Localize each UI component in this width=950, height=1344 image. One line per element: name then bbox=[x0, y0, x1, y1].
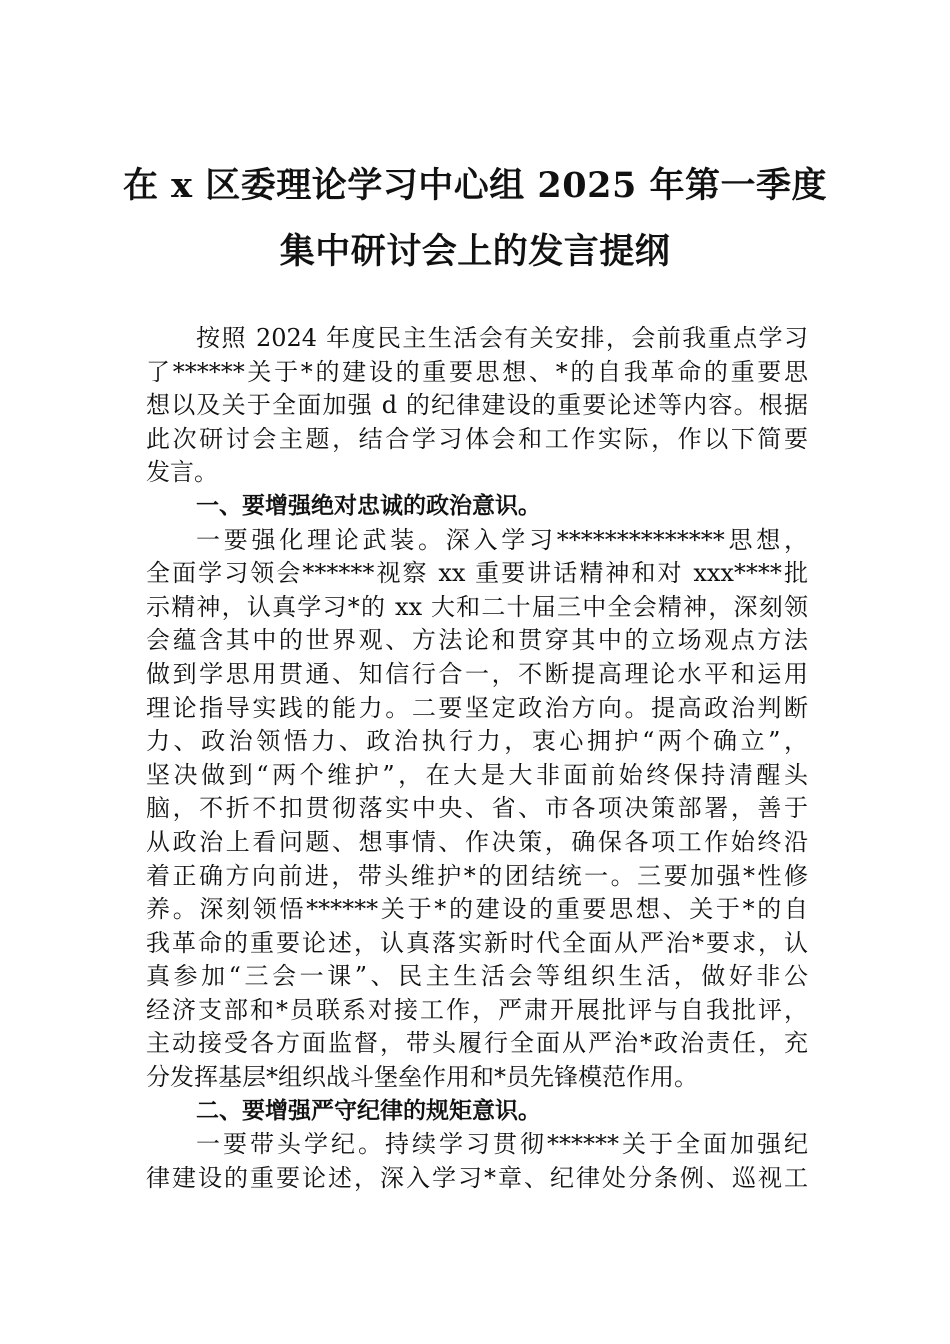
body-line: 养。深刻领悟******关于*的建设的重要思想、关于*的自 bbox=[146, 895, 808, 924]
body-line: 律建设的重要论述，深入学习*章、纪律处分条例、巡视工 bbox=[146, 1163, 808, 1192]
body-line: 一要带头学纪。持续学习贯彻******关于全面加强纪 bbox=[196, 1130, 808, 1159]
body-line: 想以及关于全面加强 d 的纪律建设的重要论述等内容。根据 bbox=[146, 391, 808, 420]
document-title-line-1: 在 x 区委理论学习中心组 2025 年第一季度 bbox=[122, 165, 828, 206]
body-line: 理论指导实践的能力。二要坚定政治方向。提高政治判断 bbox=[146, 693, 808, 722]
body-line: 了******关于*的建设的重要思想、*的自我革命的重要思 bbox=[146, 357, 808, 386]
body-line: 经济支部和*员联系对接工作，严肃开展批评与自我批评， bbox=[146, 995, 808, 1024]
body-line: 此次研讨会主题，结合学习体会和工作实际，作以下简要 bbox=[146, 424, 808, 453]
body-line: 力、政治领悟力、政治执行力，衷心拥护“两个确立”， bbox=[146, 727, 808, 756]
body-line: 会蕴含其中的世界观、方法论和贯穿其中的立场观点方法 bbox=[146, 626, 808, 655]
body-line: 真参加“三会一课”、民主生活会等组织生活，做好非公 bbox=[146, 962, 808, 991]
body-line: 主动接受各方面监督，带头履行全面从严治*政治责任，充 bbox=[146, 1029, 808, 1058]
body-line: 全面学习领会******视察 xx 重要讲话精神和对 xxx****批 bbox=[146, 559, 808, 588]
body-line: 我革命的重要论述，认真落实新时代全面从严治*要求，认 bbox=[146, 928, 808, 957]
document-body bbox=[146, 322, 808, 1195]
body-line: 坚决做到“两个维护”，在大是大非面前始终保持清醒头 bbox=[146, 760, 808, 789]
section-heading-1: 一、要增强绝对忠诚的政治意识。 bbox=[196, 492, 541, 519]
body-line: 做到学思用贯通、知信行合一，不断提高理论水平和运用 bbox=[146, 659, 808, 688]
body-line: 分发挥基层*组织战斗堡垒作用和*员先锋模范作用。 bbox=[146, 1063, 698, 1092]
document-title-line-2: 集中研讨会上的发言提纲 bbox=[279, 231, 671, 272]
body-line: 着正确方向前进，带头维护*的团结统一。三要加强*性修 bbox=[146, 861, 808, 890]
body-line: 脑，不折不扣贯彻落实中央、省、市各项决策部署，善于 bbox=[146, 794, 808, 823]
body-line: 从政治上看问题、想事情、作决策，确保各项工作始终沿 bbox=[146, 827, 808, 856]
body-line: 一要强化理论武装。深入学习**************思想， bbox=[196, 525, 808, 554]
body-line: 按照 2024 年度民主生活会有关安排，会前我重点学习 bbox=[196, 324, 808, 352]
section-heading-2: 二、要增强严守纪律的规矩意识。 bbox=[196, 1097, 541, 1124]
body-line: 示精神，认真学习*的 xx 大和二十届三中全会精神，深刻领 bbox=[146, 592, 808, 621]
body-line: 发言。 bbox=[146, 458, 218, 487]
